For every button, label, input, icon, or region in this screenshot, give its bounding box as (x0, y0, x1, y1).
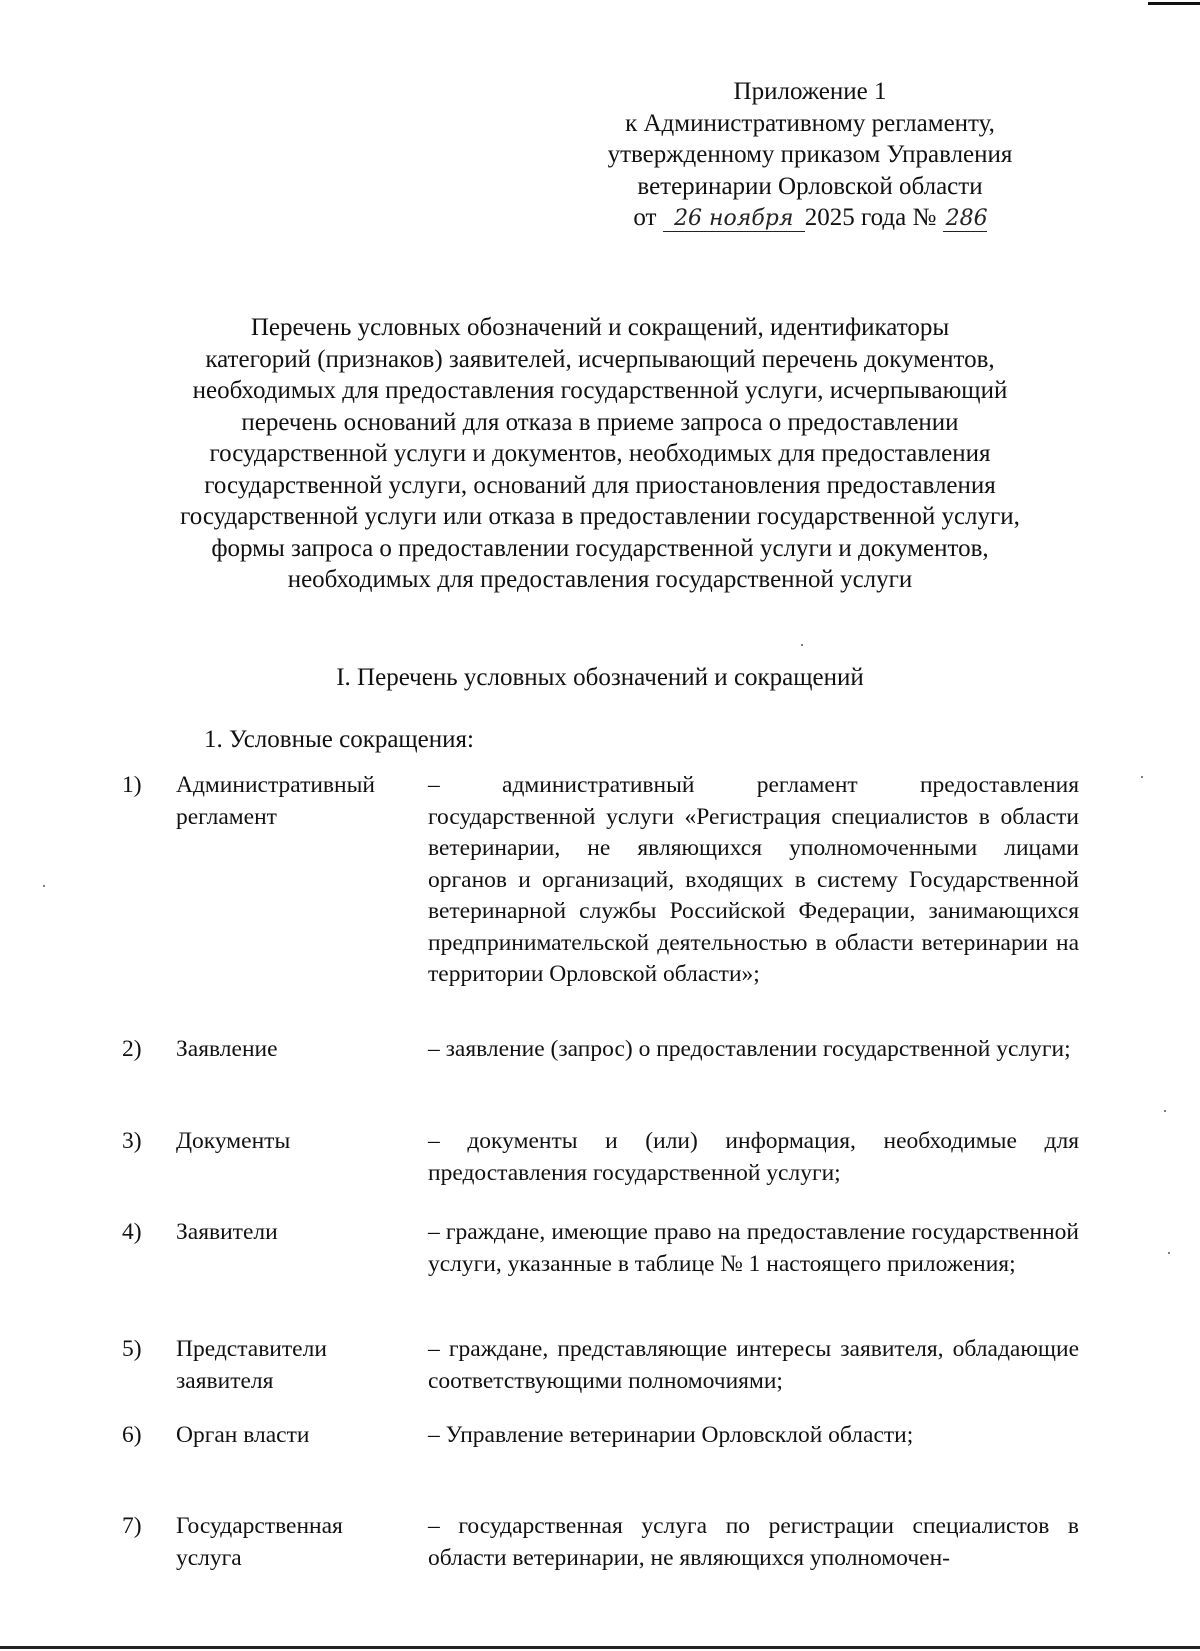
abbreviation-term (176, 770, 416, 833)
date-year: 2025 года № (804, 204, 937, 231)
abbreviation-term (176, 1034, 416, 1066)
scan-speck (1168, 1252, 1170, 1254)
abbreviation-term-line: Документы (176, 1128, 291, 1154)
abbreviation-number: 5) (122, 1336, 142, 1362)
abbreviation-term (176, 1334, 416, 1397)
scan-speck (801, 644, 803, 646)
abbreviation-number: 4) (122, 1219, 142, 1245)
abbreviation-term (176, 1126, 416, 1158)
abbreviation-number: 1) (122, 772, 142, 798)
abbreviation-number: 3) (122, 1128, 142, 1154)
abbreviation-definition: – граждане, представляющие интересы заявителя, обладающие соответствующими полномочиями; (428, 1336, 1079, 1394)
scan-speck (43, 885, 45, 887)
section-heading: I. Перечень условных обозначений и сокращений (336, 664, 864, 691)
scan-speck (1141, 776, 1143, 778)
abbreviation-number: 7) (122, 1513, 142, 1539)
appendix-date-line (560, 202, 1060, 234)
appendix-line: ветеринарии Орловской области (637, 172, 983, 200)
abbreviation-term (176, 1217, 416, 1249)
abbreviation-term-line: Государственная (176, 1513, 343, 1539)
title-line: необходимых для предоставления государственной услуги, исчерпывающий (192, 377, 1008, 404)
abbreviation-term (176, 1420, 416, 1452)
abbreviation-term-line: заявителя (176, 1367, 274, 1394)
abbreviation-definition: – заявление (запрос) о предоставлении государственной услуги; (428, 1036, 1071, 1062)
title-line: перечень оснований для отказа в приеме запроса о предоставлении (241, 408, 959, 436)
title-line: государственной услуги или отказа в предоставлении государственной услуги, (180, 503, 1020, 530)
appendix-line: утвержденному приказом Управления (607, 141, 1013, 168)
abbreviation-term (176, 1511, 416, 1574)
title-line: Перечень условных обозначений и сокращений, идентификаторы (250, 314, 950, 341)
appendix-line: к Административному регламенту, (625, 109, 995, 137)
handwritten-date: 26 ноября (663, 207, 805, 232)
title-line: государственной услуги, оснований для приостановления предоставления (204, 471, 996, 499)
appendix-title: Приложение 1 (733, 78, 887, 105)
scan-edge-mark (1148, 2, 1200, 5)
handwritten-order-number: 286 (943, 207, 987, 232)
abbreviation-number: 6) (122, 1422, 142, 1448)
abbreviation-definition: – документы и (или) информация, необходимые для предоставления государственной услуги; (428, 1128, 1079, 1186)
scan-speck (1164, 1110, 1166, 1112)
subsection-heading: 1. Условные сокращения: (204, 726, 474, 753)
abbreviation-term-line: услуга (176, 1544, 242, 1571)
appendix-header (560, 76, 1060, 234)
abbreviation-definition: – государственная услуга по регистрации специалистов в области ветеринарии, не являющихся уполномочен- (428, 1513, 1079, 1571)
title-line: необходимых для предоставления государственной услуги (287, 566, 913, 593)
title-line: государственной услуги и документов, необходимых для предоставления (209, 440, 991, 467)
date-prefix: от (633, 204, 657, 231)
abbreviation-number: 2) (122, 1036, 142, 1062)
abbreviation-term-line: Орган власти (176, 1422, 310, 1448)
abbreviation-definition: – Управление ветеринарии Орловсклой области; (428, 1422, 914, 1448)
document-title (110, 312, 1090, 596)
abbreviation-term-line: Представители (176, 1336, 327, 1362)
title-line: формы запроса о предоставлении государственной услуги и документов, (211, 534, 989, 562)
abbreviation-definition: – административный регламент предоставления государственной услуги «Регистрация специалистов в области ветеринарии, не являющихся уполномоченными лицами органов и организаций, входящих в систему Государственной ветеринарной службы Российской Федерации, занимающихся предпринимательской деятельностью в области ветеринарии на территории Орловской области»; (428, 772, 1079, 987)
abbreviation-definition: – граждане, имеющие право на предоставление государственной услуги, указанные в таблице № 1 настоящего приложения; (428, 1219, 1079, 1277)
abbreviation-term-line: Заявление (176, 1036, 278, 1062)
abbreviation-term-line: регламент (176, 803, 277, 830)
abbreviation-term-line: Административный (176, 772, 375, 798)
title-line: категорий (признаков) заявителей, исчерпывающий перечень документов, (205, 345, 995, 373)
page-bottom-border (0, 1643, 1200, 1651)
abbreviation-term-line: Заявители (176, 1219, 278, 1245)
